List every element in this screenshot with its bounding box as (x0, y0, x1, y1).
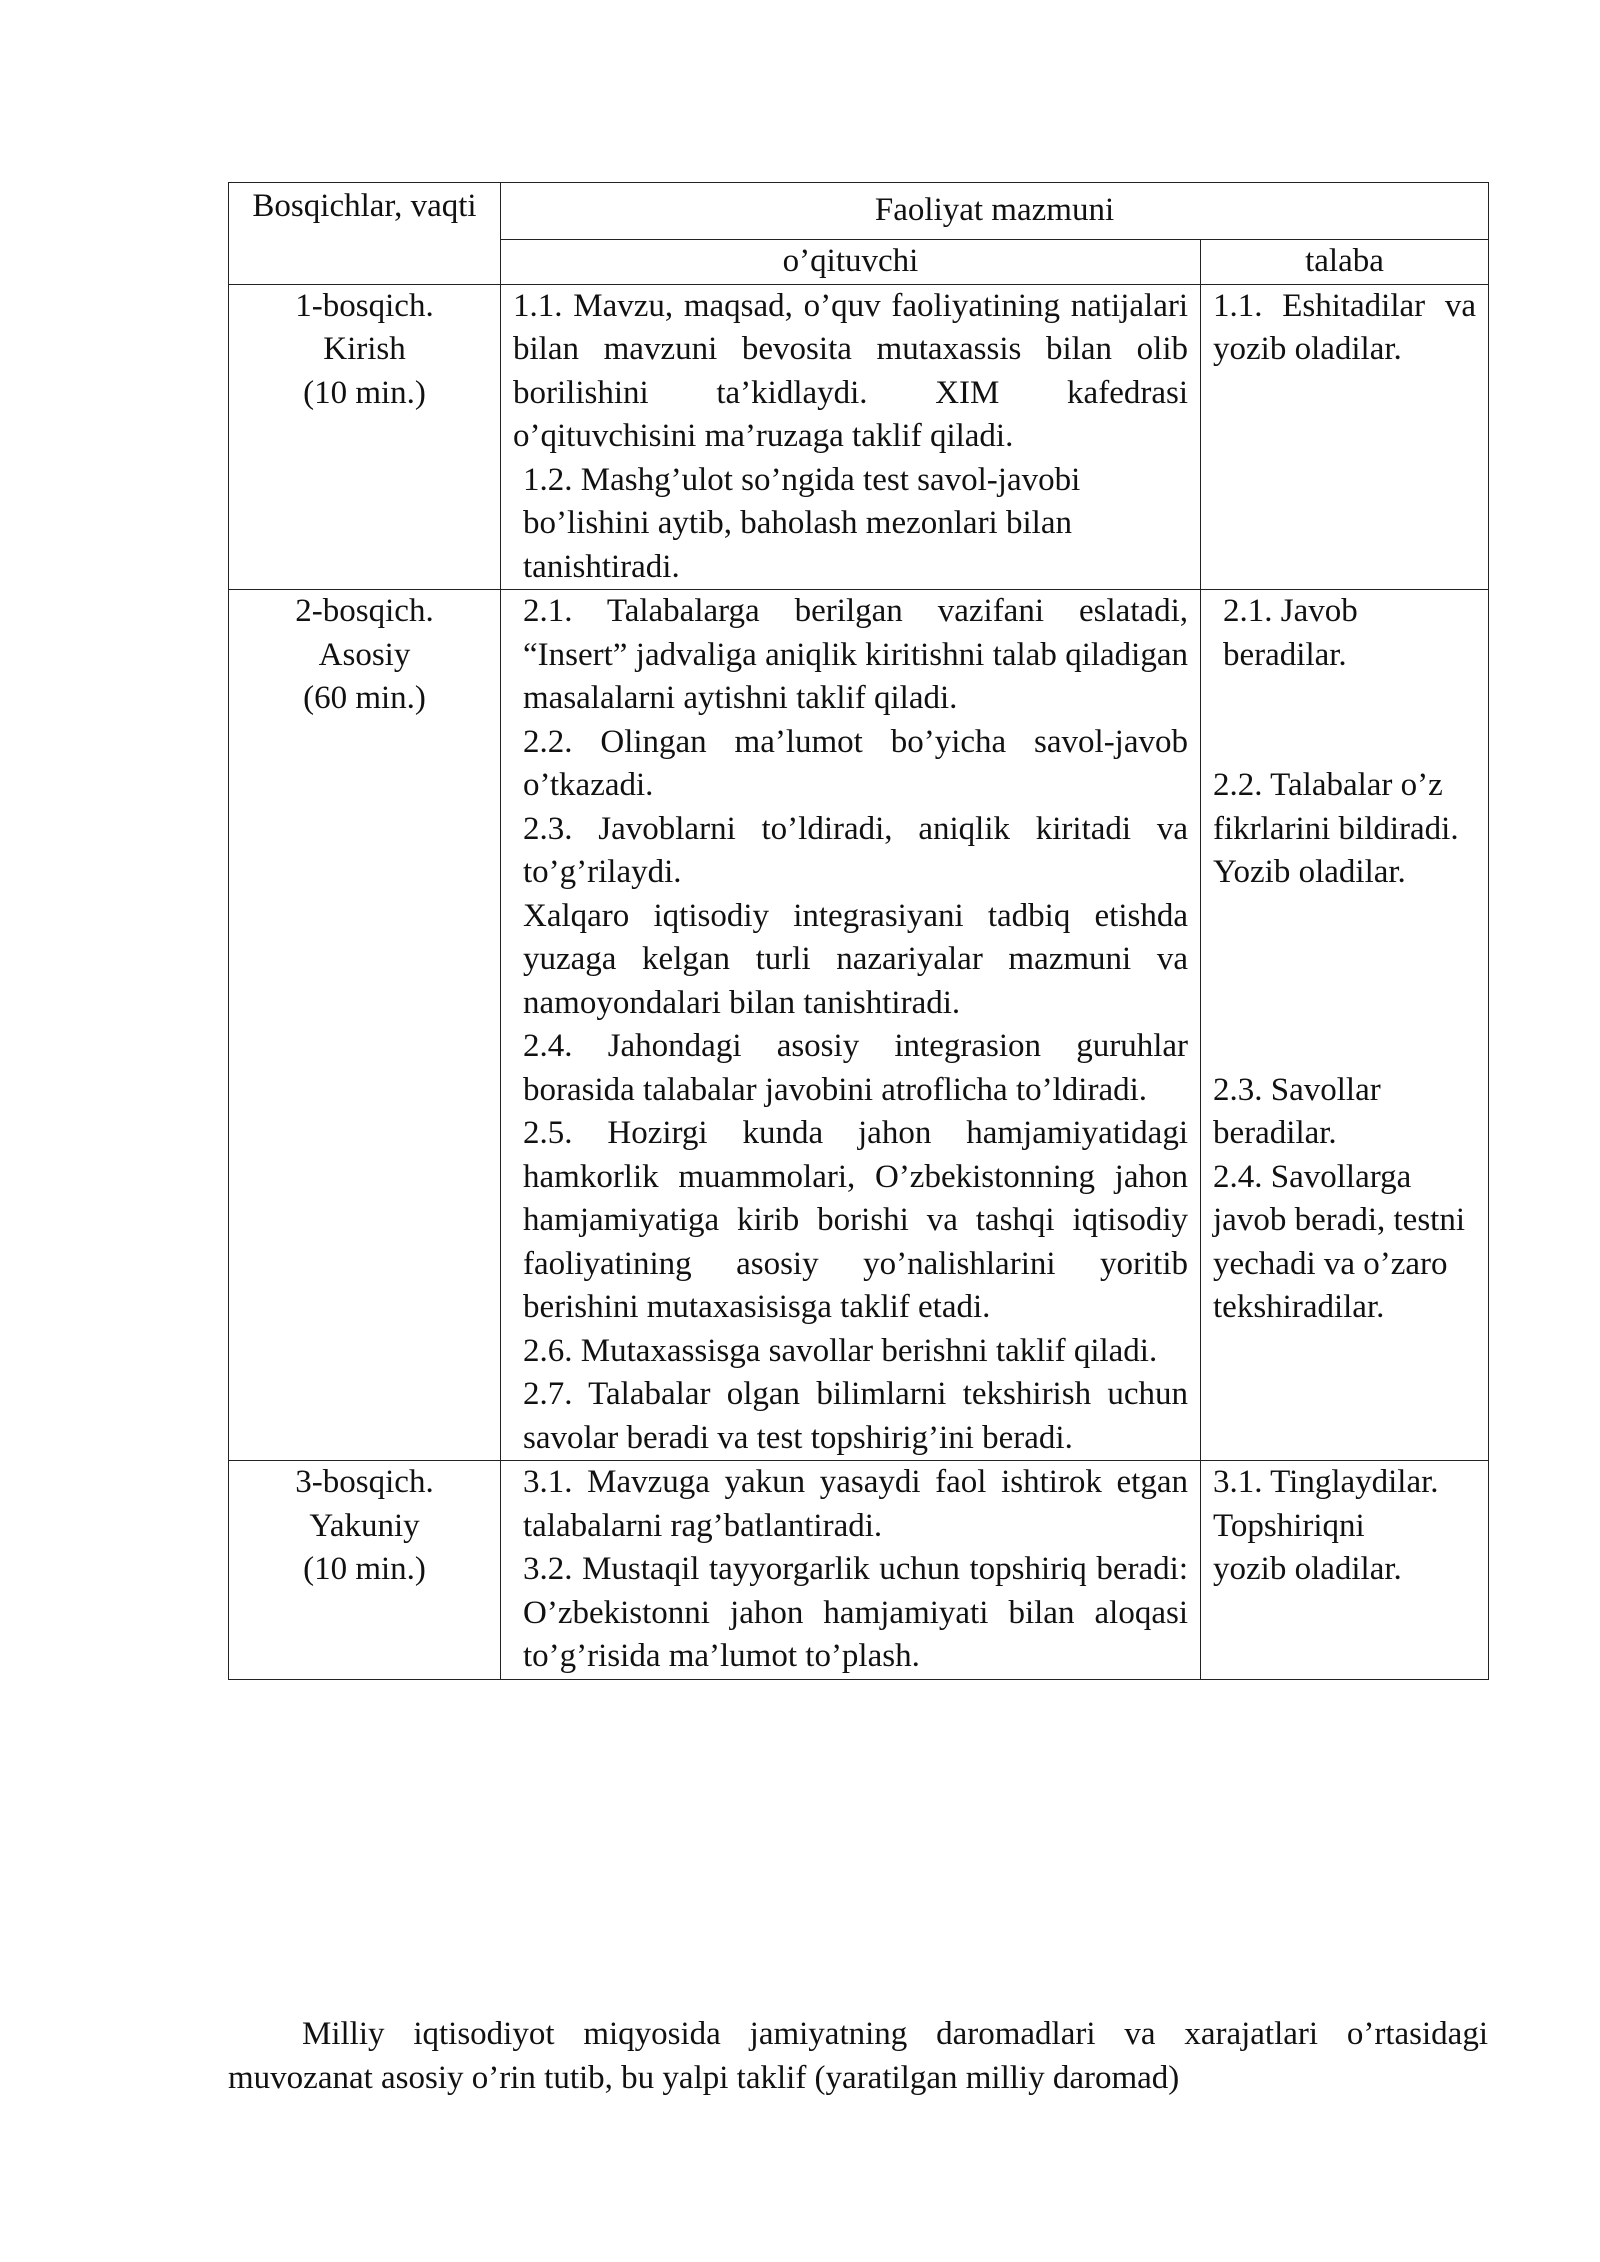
table-header-row (229, 183, 1489, 240)
table-row (229, 1461, 1489, 1680)
teacher-item: 1.2. Mashg’ulot so’ngida test savol-javobi bo’lishini aytib, baholash mezonlari bilan tanishtiradi. (523, 461, 1081, 585)
header-stages-label: Bosqichlar, vaqti (252, 188, 477, 224)
stage-number: 1-bosqich. (295, 287, 434, 324)
teacher-item: 2.7. Talabalar olgan bilimlarni tekshirish uchun savolar beradi va test topshirig’ini beradi. (523, 1376, 1188, 1456)
student-item: 2.2. Talabalar o’z fikrlarini bildiradi. (1213, 767, 1459, 847)
student-item: 3.1. Tinglaydilar. (1213, 1464, 1439, 1500)
teacher-item: 2.6. Mutaxassisga savollar berishni taklif qiladi. (523, 1332, 1158, 1369)
spacer (1213, 895, 1476, 1069)
student-item: Topshiriqni (1213, 1507, 1365, 1544)
teacher-item: Xalqaro iqtisodiy integrasiyani tadbiq etishda yuzaga kelgan turli nazariyalar mazmuni va namoyondalari bilan tanishtiradi. (523, 897, 1188, 1021)
stage-time: (60 min.) (303, 680, 426, 716)
teacher-item: 1.1. Mavzu, maqsad, o’quv faoliyatining natijalari bilan mavzuni bevosita mutaxassis bilan olib borilishini ta’kidlaydi. XIM kafedrasi o’qituvchisini ma’ruzaga taklif qiladi. (513, 287, 1188, 454)
student-item: Yozib oladilar. (1213, 854, 1406, 890)
teacher-item: 2.5. Hozirgi kunda jahon hamjamiyatidagi hamkorlik muammolari, O’zbekistonning jahon hamjamiyatiga kirib borishi va tashqi iqtisodiy faoliyatining asosiy yo’nalishlarini yoritib berishini mutaxasisisga taklif etadi. (523, 1115, 1188, 1325)
stage-name: Yakuniy (309, 1507, 420, 1544)
document-page (228, 182, 1488, 1680)
stage-cell (229, 1461, 501, 1680)
header-activity (501, 183, 1489, 240)
student-item: yozib oladilar. (1213, 1551, 1402, 1587)
student-cell (1201, 1461, 1489, 1680)
teacher-cell (501, 590, 1201, 1461)
body-paragraph (228, 2012, 1488, 2100)
stage-number: 2-bosqich. (295, 593, 434, 629)
student-cell (1201, 590, 1489, 1461)
teacher-item: 3.1. Mavzuga yakun yasaydi faol ishtirok etgan talabalarni rag’batlantiradi. (523, 1464, 1188, 1544)
stage-number: 3-bosqich. (295, 1464, 434, 1500)
student-cell (1201, 284, 1489, 590)
student-item: 2.4. Savollarga javob beradi, testni yechadi va o’zaro tekshiradilar. (1213, 1158, 1466, 1325)
teacher-cell (501, 1461, 1201, 1680)
header-stages (229, 183, 501, 285)
lesson-plan-table (228, 182, 1489, 1680)
student-item: 2.1. Javob beradilar. (1223, 593, 1358, 673)
stage-cell (229, 590, 501, 1461)
teacher-item: 2.1. Talabalarga berilgan vazifani eslatadi, “Insert” jadvaliga aniqlik kiritishni talab qiladigan masalalarni aytishni taklif qiladi. (523, 593, 1188, 716)
student-item: 1.1. Eshitadilar va yozib oladilar. (1213, 287, 1477, 367)
teacher-item: 2.3. Javoblarni to’ldiradi, aniqlik kiritadi va to’g’rilaydi. (523, 810, 1188, 890)
header-activity-label: Faoliyat mazmuni (874, 192, 1115, 229)
header-teacher: o’qituvchi (501, 240, 1201, 285)
spacer (1213, 677, 1476, 764)
paragraph-text: Milliy iqtisodiyot miqyosida jamiyatning daromadlari va xarajatlari o’rtasidagi muvozanat asosiy o’rin tutib, bu yalpi taklif (yaratilgan milliy daromad) (228, 2016, 1488, 2096)
stage-name: Asosiy (318, 636, 411, 673)
table-row (229, 284, 1489, 590)
stage-name: Kirish (323, 331, 406, 367)
teacher-item: 3.2. Mustaqil tayyorgarlik uchun topshiriq beradi: O’zbekistonni jahon hamjamiyati bilan aloqasi to’g’risida ma’lumot to’plash. (523, 1551, 1188, 1674)
teacher-cell (501, 284, 1201, 590)
stage-time: (10 min.) (303, 374, 426, 411)
header-student: talaba (1201, 240, 1489, 285)
student-item: 2.3. Savollar beradilar. (1213, 1071, 1381, 1151)
teacher-item: 2.4. Jahondagi asosiy integrasion guruhlar borasida talabalar javobini atroflicha to’ldiradi. (523, 1028, 1188, 1108)
teacher-item: 2.2. Olingan ma’lumot bo’yicha savol-javob o’tkazadi. (523, 723, 1188, 803)
stage-cell (229, 284, 501, 590)
table-row (229, 590, 1489, 1461)
stage-time: (10 min.) (303, 1551, 426, 1587)
